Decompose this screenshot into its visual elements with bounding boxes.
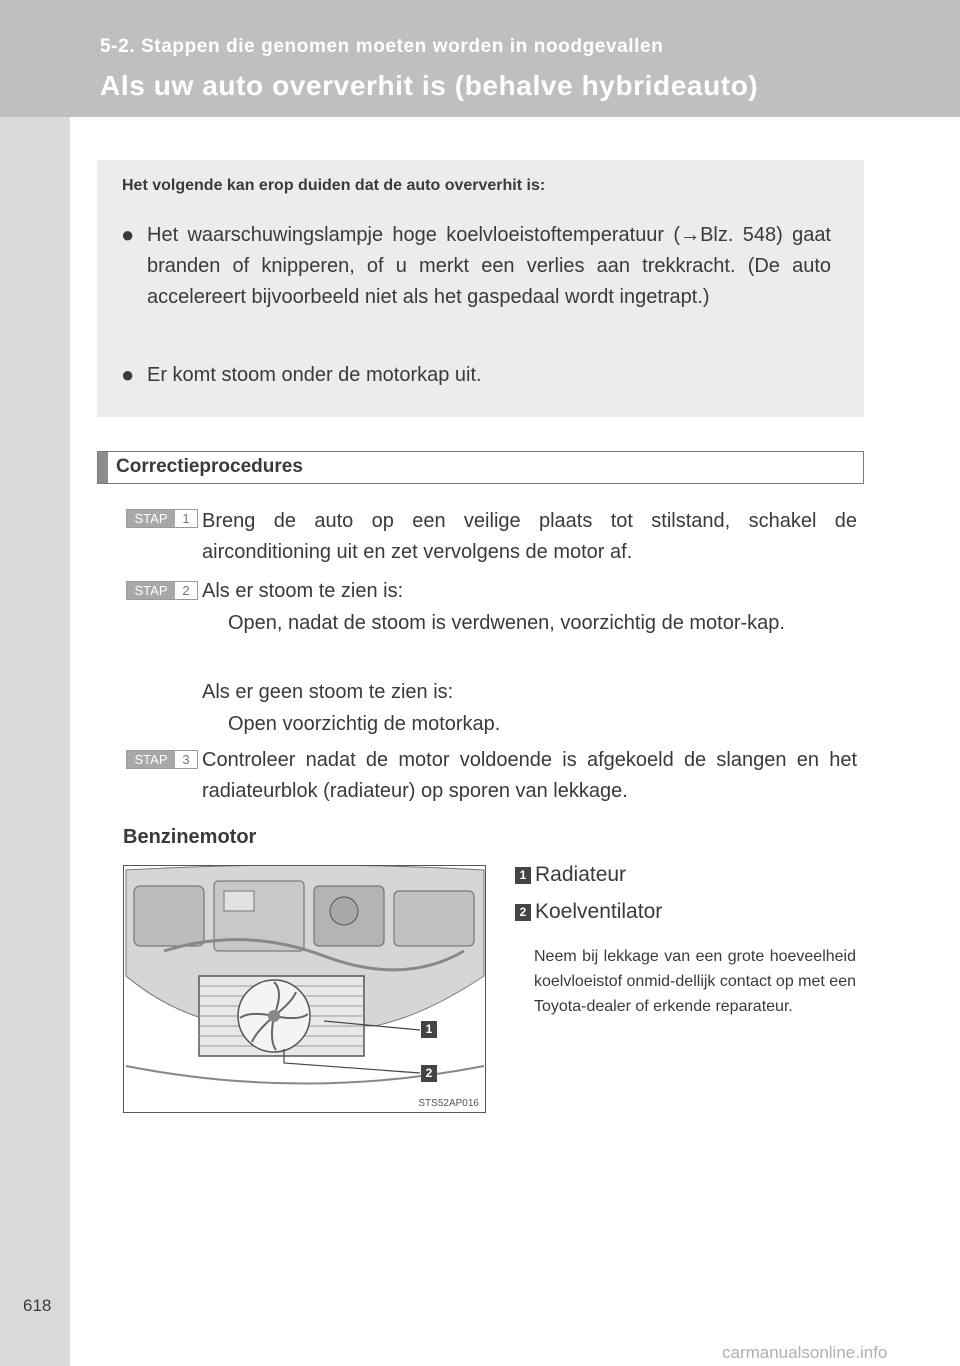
step-badge [126, 509, 198, 528]
procedures-title: Correctieprocedures [116, 456, 303, 477]
step-text: Controleer nadat de motor voldoende is afgekoeld de slangen en het radiateurblok (radiateur) op sporen van lekkage. [202, 749, 857, 802]
engine-bay-image [123, 865, 486, 1113]
symptoms-box [97, 160, 864, 417]
symptom-item [121, 360, 831, 391]
figure-heading: Benzinemotor [123, 826, 257, 848]
symptom-text: Het waarschuwingslampje hoge koelvloeistoftemperatuur (→Blz. 548) gaat branden of knipperen, of u merkt een verlies aan trekkracht. (De auto accelereert bijvoorbeeld niet als het gaspedaal wordt ingetrapt.) [147, 224, 831, 308]
page-title: Als uw auto oververhit is (behalve hybrideauto) [100, 70, 759, 101]
legend-number-icon: 2 [515, 904, 531, 921]
procedures-header [97, 451, 864, 484]
header-marker [98, 452, 108, 483]
step-alt-condition: Als er geen stoom te zien is: [202, 681, 454, 703]
step-badge [126, 750, 198, 769]
legend-label: Koelventilator [535, 900, 663, 923]
step-number: 3 [182, 752, 190, 767]
image-code: STS52AP016 [418, 1098, 479, 1109]
step-number: 1 [182, 511, 190, 526]
symptoms-heading: Het volgende kan erop duiden dat de auto oververhit is: [122, 177, 546, 194]
bullet-icon: ● [121, 222, 135, 247]
leak-note: Neem bij lekkage van een grote hoeveelheid koelvloeistof onmid-dellijk contact op met een Toyota-dealer of erkende reparateur. [534, 948, 856, 1015]
legend-number-icon: 1 [515, 867, 531, 884]
bullet-icon: ● [121, 362, 135, 387]
side-strip [0, 0, 70, 1366]
step-word: STAP [127, 510, 175, 527]
legend-label: Radiateur [535, 863, 627, 886]
section-label: 5-2. Stappen die genomen moeten worden in noodgevallen [100, 36, 664, 57]
legend-item [515, 899, 662, 925]
step-subtext: Open, nadat de stoom is verdwenen, voorzichtig de motor-kap. [228, 612, 785, 634]
step-badge [126, 581, 198, 600]
step-text: Breng de auto op een veilige plaats tot stilstand, schakel de airconditioning uit en zet vervolgens de motor af. [202, 510, 857, 563]
legend-item [515, 862, 626, 888]
page-header [0, 0, 960, 117]
callout-2-icon: 2 [421, 1065, 437, 1082]
step-number: 2 [182, 583, 190, 598]
symptom-item [121, 220, 831, 313]
page-number: 618 [23, 1296, 52, 1315]
step-word: STAP [127, 582, 175, 599]
symptom-text: Er komt stoom onder de motorkap uit. [147, 364, 482, 386]
step-alt-text: Open voorzichtig de motorkap. [228, 713, 501, 735]
callout-1-icon: 1 [421, 1021, 437, 1038]
watermark: carmanualsonline.info [722, 1343, 888, 1362]
step-text: Als er stoom te zien is: [202, 580, 404, 602]
step-word: STAP [127, 751, 175, 768]
